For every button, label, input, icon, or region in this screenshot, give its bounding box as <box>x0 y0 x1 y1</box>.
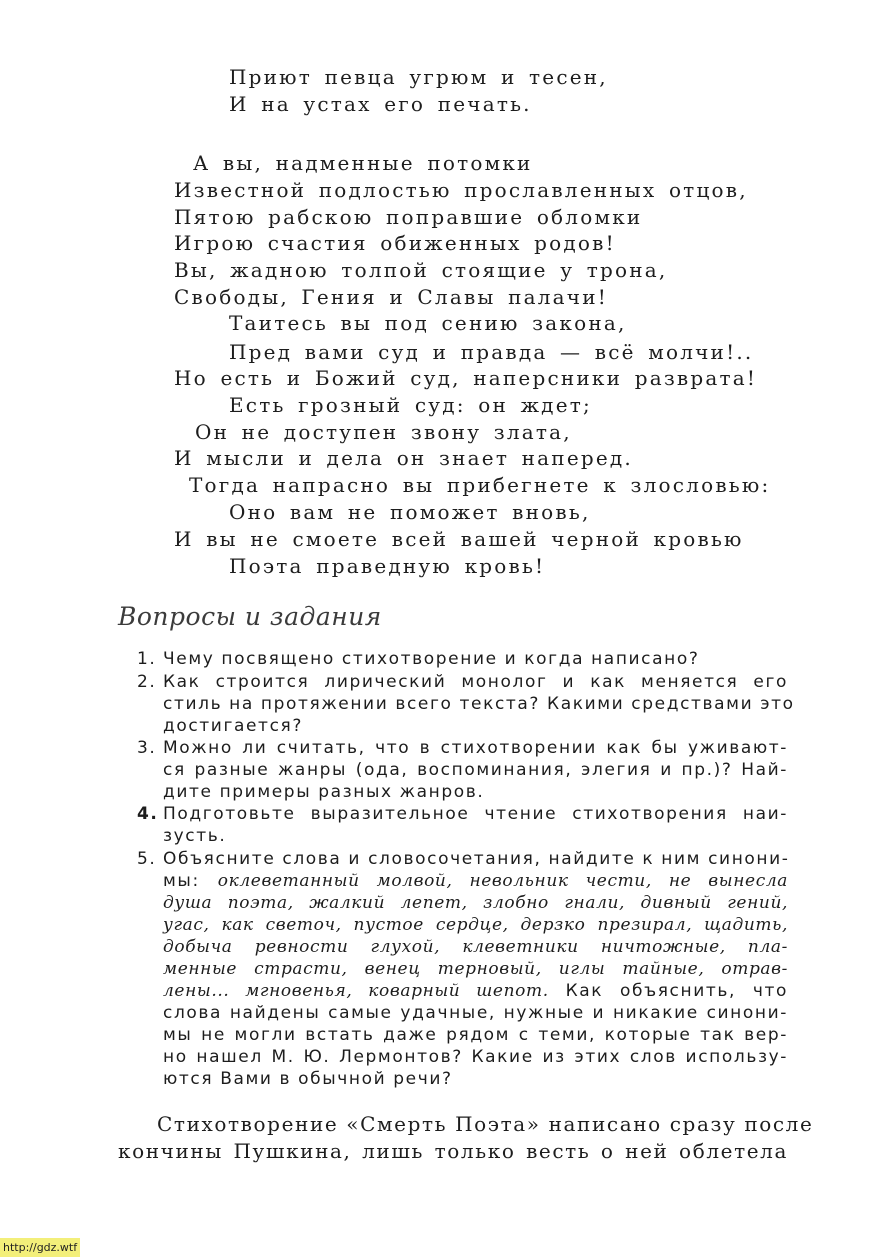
question-3-line: ся разные жанры (ода, воспоминания, элегия и пр.)? Най- <box>163 760 788 780</box>
poem-line: Таитесь вы под сению закона, <box>229 311 627 335</box>
poem-line: Свободы, Гения и Славы палачи! <box>174 285 608 309</box>
poem-line: И мысли и дела он знает наперед. <box>174 446 633 470</box>
poem-line: Пред вами суд и правда — всё молчи!.. <box>229 340 754 364</box>
poem-line: Пятою рабскою поправшие обломки <box>174 205 643 229</box>
poem-line: Оно вам не поможет вновь, <box>229 500 591 524</box>
question-4-line: Подготовьте выразительное чтение стихотворения наи- <box>163 804 788 824</box>
question-number: 2. <box>137 672 157 692</box>
question-4-line: зусть. <box>163 826 227 846</box>
poem-line: Вы, жадною толпой стоящие у трона, <box>174 258 668 282</box>
question-5-line: мы не могли встать даже рядом с теми, которые так вер- <box>163 1025 788 1045</box>
question-5-terms: угас, как светоч, пустое сердце, дерзко презирал, щадить, <box>163 915 788 935</box>
poem-line: Поэта праведную кровь! <box>229 554 546 578</box>
question-5-line <box>163 870 788 892</box>
question-5-line: слова найдены самые удачные, нужные и никакие синони- <box>163 1003 788 1023</box>
question-3-line: Можно ли считать, что в стихотворении как бы уживают- <box>163 738 788 758</box>
prose-line: кончины Пушкина, лишь только весть о ней облетела <box>118 1139 788 1163</box>
question-number: 5. <box>137 849 157 869</box>
question-5-terms: добыча ревности глухой, клеветники ничтожные, пла- <box>163 937 788 957</box>
question-2-line: достигается? <box>163 716 303 736</box>
poem-line: Есть грозный суд: он ждет; <box>229 393 592 417</box>
poem-line: И вы не смоете всей вашей черной кровью <box>174 527 744 551</box>
question-5-line <box>163 980 788 1002</box>
section-heading: Вопросы и задания <box>118 602 382 631</box>
question-5-line: Объясните слова и словосочетания, найдите к ним синони- <box>163 849 790 869</box>
question-5-terms: менные страсти, венец терновый, иглы тайные, отрав- <box>163 959 788 979</box>
question-5-terms: лены... мгновенья, коварный шепот. <box>163 981 549 1001</box>
poem-line: Приют певца угрюм и тесен, <box>229 65 608 89</box>
question-3-line: дите примеры разных жанров. <box>163 782 485 802</box>
question-number: 1. <box>137 649 157 669</box>
poem-line: Известной подлостью прославленных отцов, <box>174 178 748 202</box>
question-5-line: но нашел М. Ю. Лермонтов? Какие из этих слов использу- <box>163 1047 788 1067</box>
poem-line: Тогда напрасно вы прибегнете к злословью: <box>189 473 771 497</box>
question-number: 4. <box>137 804 159 824</box>
question-number: 3. <box>137 738 157 758</box>
poem-line: Но есть и Божий суд, наперсники разврата! <box>174 366 758 390</box>
question-2-line: Как строится лирический монолог и как меняется его <box>163 672 788 692</box>
question-2-line: стиль на протяжении всего текста? Какими средствами это <box>163 694 795 714</box>
question-5-terms: оклеветанный молвой, невольник чести, не вынесла <box>217 871 788 891</box>
watermark-link[interactable]: http://gdz.wtf <box>0 1238 80 1257</box>
poem-line: Он не доступен звону злата, <box>195 420 572 444</box>
poem-line: Игрою счастия обиженных родов! <box>174 231 616 255</box>
poem-line: А вы, надменные потомки <box>193 151 533 175</box>
question-5-terms: душа поэта, жалкий лепет, злобно гнали, дивный гений, <box>163 893 788 913</box>
question-5-text: Как объяснить, что <box>565 981 788 1001</box>
question-5-line: ются Вами в обычной речи? <box>163 1069 453 1089</box>
question-1-line: Чему посвящено стихотворение и когда написано? <box>163 649 700 669</box>
question-5-text: мы: <box>163 871 200 891</box>
poem-line: И на устах его печать. <box>229 92 532 116</box>
prose-line: Стихотворение «Смерть Поэта» написано сразу после <box>157 1112 814 1136</box>
